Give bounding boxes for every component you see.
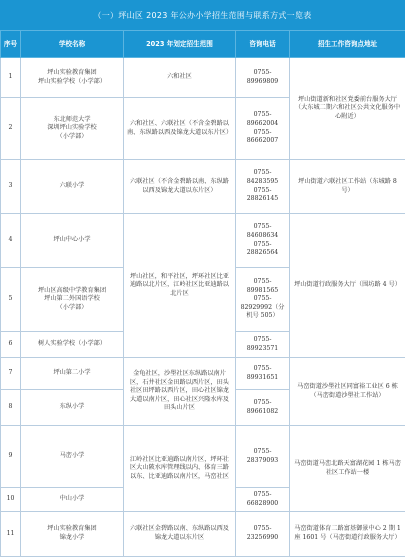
header-school: 学校名称 — [21, 31, 124, 58]
enrollment-scope: 坪山社区，和平社区，坪环社区比亚迪路以北片区，江岭社区比亚迪路以北片区 — [124, 214, 236, 358]
enrollment-scope: 六和社区 — [124, 58, 236, 98]
school-name: 东纵小学 — [21, 390, 124, 426]
table-row — [1, 160, 405, 214]
phone-number: 0755- 89923571 — [236, 332, 290, 358]
table-row — [1, 58, 405, 98]
row-number: 5 — [1, 268, 21, 332]
table-row — [1, 214, 405, 268]
phone-number: 0755- 89661082 — [236, 390, 290, 426]
header-no: 序号 — [1, 31, 21, 58]
enrollment-scope: 六和社区、六联社区（不含金碧路以南、东纵路以西及锦龙大道以东片区） — [124, 98, 236, 160]
phone-number: 0755- 89931651 — [236, 358, 290, 390]
row-number: 1 — [1, 58, 21, 98]
phone-number: 0755- 89969809 — [236, 58, 290, 98]
school-name: 坪山第二小学 — [21, 358, 124, 390]
phone-number: 0755- 89981565 0755- 82929992（分机号 505） — [236, 268, 290, 332]
school-name: 六联小学 — [21, 160, 124, 214]
consult-address: 坪山街道六联社区工作站（东城路 8 号） — [290, 160, 405, 214]
row-number: 4 — [1, 214, 21, 268]
header-row — [1, 31, 405, 58]
header-address: 招生工作咨询点地址 — [290, 31, 405, 58]
enrollment-table — [0, 30, 405, 557]
consult-address: 马峦街道沙壆社区同富裕工业区 6 栋（马峦街道沙壆社工作站） — [290, 358, 405, 426]
school-name: 坪山实验教育集团 锦龙小学 — [21, 512, 124, 557]
table-title: （一）坪山区 2023 年公办小学招生范围与联系方式一览表 — [0, 0, 405, 30]
table-row — [1, 512, 405, 557]
row-number: 8 — [1, 390, 21, 426]
phone-number: 0755- 23256990 — [236, 512, 290, 557]
school-name: 坪山实验教育集团 坪山实验学校（小学部） — [21, 58, 124, 98]
phone-number: 0755- 84283595 0755- 28826145 — [236, 160, 290, 214]
school-name: 东北师范大学 深圳坪山实验学校 （小学部） — [21, 98, 124, 160]
row-number: 10 — [1, 488, 21, 512]
enrollment-scope: 江岭社区比亚迪路以南片区，坪环社区大山陂水库管理线以内、体育三路以东、比亚迪路以南片区，马峦社区 — [124, 426, 236, 512]
phone-number: 0755- 28379093 — [236, 426, 290, 488]
enrollment-scope: 六联社区（不含金碧路以南、东纵路以西及锦龙大道以东片区） — [124, 160, 236, 214]
school-name: 中山小学 — [21, 488, 124, 512]
row-number: 3 — [1, 160, 21, 214]
phone-number: 0755- 66828900 — [236, 488, 290, 512]
table-row — [1, 358, 405, 390]
consult-address: 马峦街道马峦北路天富湖花园 1 栋马峦社区工作站一楼 — [290, 426, 405, 512]
row-number: 9 — [1, 426, 21, 488]
school-name: 马峦小学 — [21, 426, 124, 488]
header-phone: 咨询电话 — [236, 31, 290, 58]
enrollment-scope: 金龟社区，沙壆社区东纵路以南片区，石井社区金田路以西片区，田头社区田坪路以西片区，田心社区锦龙大道以南片区，田心社区兴隆水库及田头山片区 — [124, 358, 236, 426]
consult-address: 马峦街道体育二路富基御景中心 2 期 1 座 1601 号（马峦街道行政服务大厅） — [290, 512, 405, 557]
table-row — [1, 426, 405, 488]
phone-number: 0755- 84608634 0755- 28826564 — [236, 214, 290, 268]
header-scope: 2023 年划定招生范围 — [124, 31, 236, 58]
enrollment-scope: 六联社区金碧路以南、东纵路以西及锦龙大道以东片区 — [124, 512, 236, 557]
school-name: 树人实验学校（小学部） — [21, 332, 124, 358]
phone-number: 0755- 89662004 0755- 86662007 — [236, 98, 290, 160]
school-name: 坪山区高级中学教育集团 坪山第二外国语学校 （小学部） — [21, 268, 124, 332]
school-name: 坪山中心小学 — [21, 214, 124, 268]
consult-address: 坪山街道新和社区党委前台服务大厅（大东城二期六和社区公共文化服务中心附近） — [290, 58, 405, 160]
row-number: 2 — [1, 98, 21, 160]
row-number: 6 — [1, 332, 21, 358]
row-number: 7 — [1, 358, 21, 390]
consult-address: 坪山街道行政服务大厅（围坊路 4 号） — [290, 214, 405, 358]
row-number: 11 — [1, 512, 21, 557]
